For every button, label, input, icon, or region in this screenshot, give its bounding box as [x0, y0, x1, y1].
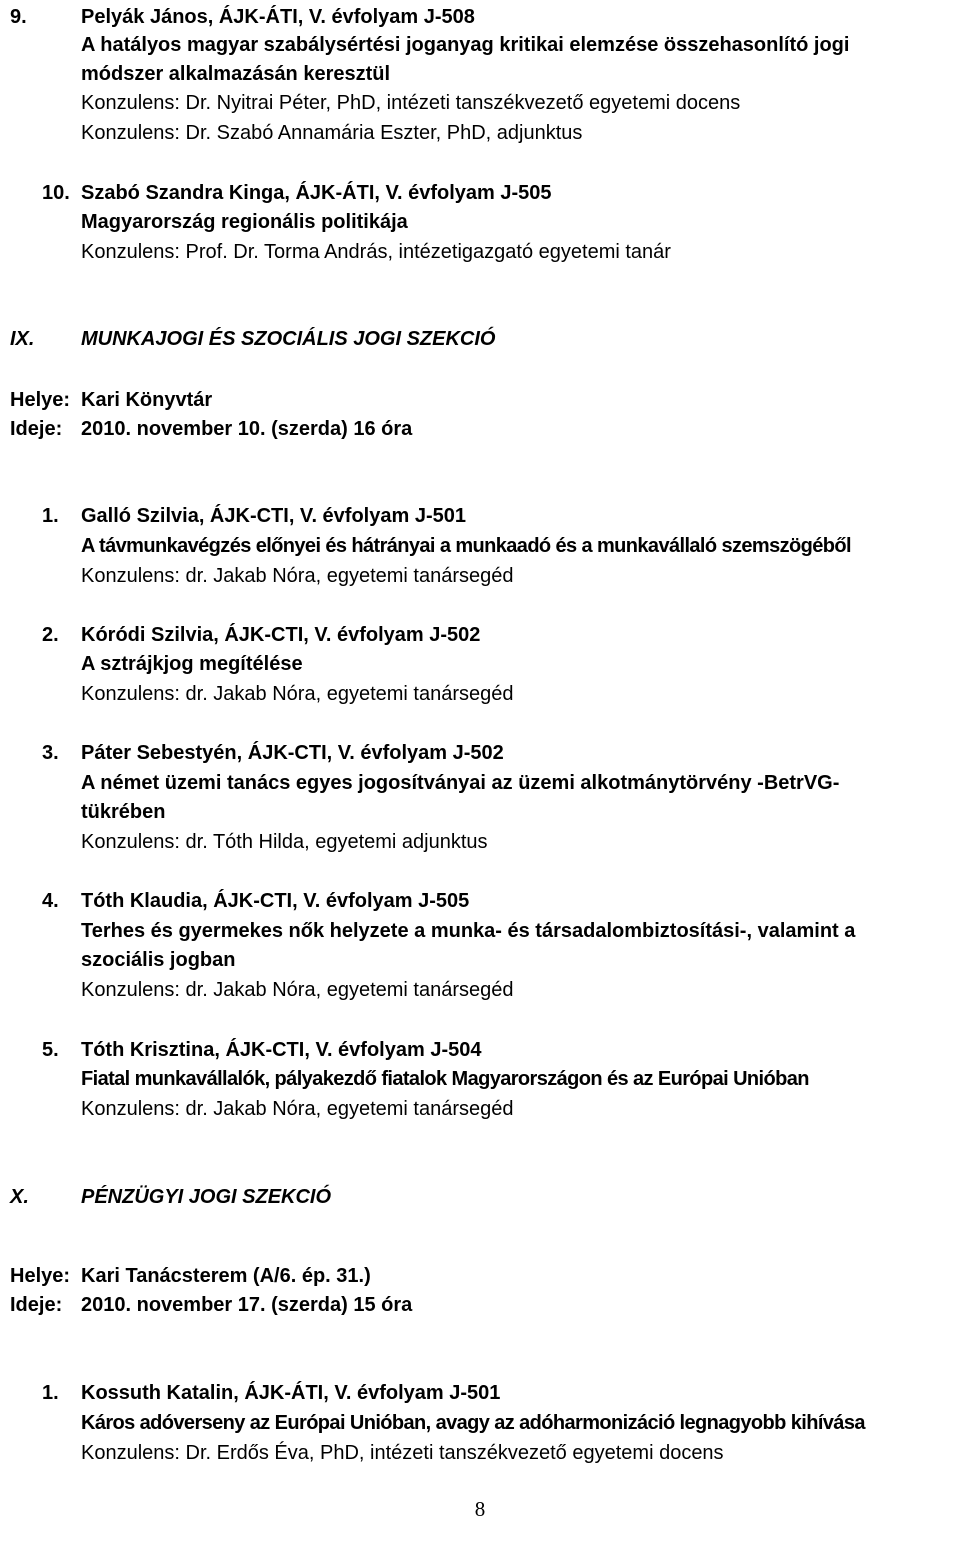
entry-title-line: módszer alkalmazásán keresztül [81, 63, 391, 85]
entry-consultant: Konzulens: dr. Jakab Nóra, egyetemi tanársegéd [81, 683, 514, 705]
entry-consultant: Konzulens: dr. Jakab Nóra, egyetemi tanársegéd [81, 1098, 514, 1120]
entry-number: 9. [10, 6, 27, 28]
entry-number: 4. [42, 890, 59, 912]
entry-number: 2. [42, 624, 59, 646]
entry-title-line: A német üzemi tanács egyes jogosítványai az üzemi alkotmánytörvény -BetrVG- [81, 772, 840, 794]
entry-author: Tóth Krisztina, ÁJK-CTI, V. évfolyam J-504 [81, 1039, 482, 1061]
place-value: Kari Tanácsterem (A/6. ép. 31.) [81, 1265, 371, 1287]
entry-title-line: Magyarország regionális politikája [81, 211, 408, 233]
place-label: Helye: [10, 389, 71, 411]
entry-number: 1. [42, 505, 59, 527]
entry-title-line: Terhes és gyermekes nők helyzete a munka- és társadalombiztosítási-, valamint a [81, 920, 856, 942]
entry-author: Páter Sebestyén, ÁJK-CTI, V. évfolyam J-502 [81, 742, 504, 764]
entry-title-line: A távmunkavégzés előnyei és hátrányai a munkaadó és a munkavállaló szemszögéből [81, 535, 851, 557]
entry-author: Tóth Klaudia, ÁJK-CTI, V. évfolyam J-505 [81, 890, 470, 912]
time-label: Ideje: [10, 418, 63, 440]
section-title: PÉNZÜGYI JOGI SZEKCIÓ [81, 1186, 332, 1208]
time-value: 2010. november 17. (szerda) 15 óra [81, 1294, 413, 1316]
entry-title-line: A hatályos magyar szabálysértési joganyag kritikai elemzése összehasonlító jogi [81, 34, 850, 56]
entry-consultant: Konzulens: dr. Tóth Hilda, egyetemi adjunktus [81, 831, 488, 853]
entry-title-line: szociális jogban [81, 949, 236, 971]
time-value: 2010. november 10. (szerda) 16 óra [81, 418, 413, 440]
entry-author: Szabó Szandra Kinga, ÁJK-ÁTI, V. évfolyam J-505 [81, 182, 552, 204]
section-numeral: X. [10, 1186, 29, 1208]
entry-title-line: tükrében [81, 801, 166, 823]
entry-consultant: Konzulens: Prof. Dr. Torma András, intézetigazgató egyetemi tanár [81, 241, 671, 263]
entry-author: Kossuth Katalin, ÁJK-ÁTI, V. évfolyam J-501 [81, 1382, 501, 1404]
entry-consultant: Konzulens: Dr. Szabó Annamária Eszter, PhD, adjunktus [81, 122, 583, 144]
entry-consultant: Konzulens: dr. Jakab Nóra, egyetemi tanársegéd [81, 565, 514, 587]
entry-number: 3. [42, 742, 59, 764]
entry-consultant: Konzulens: Dr. Nyitrai Péter, PhD, intézeti tanszékvezető egyetemi docens [81, 92, 741, 114]
entry-title-line: Káros adóverseny az Európai Unióban, avagy az adóharmonizáció legnagyobb kihívása [81, 1412, 865, 1434]
entry-number: 5. [42, 1039, 59, 1061]
section-numeral: IX. [10, 328, 35, 350]
entry-author: Pelyák János, ÁJK-ÁTI, V. évfolyam J-508 [81, 6, 475, 28]
place-value: Kari Könyvtár [81, 389, 213, 411]
entry-number: 1. [42, 1382, 59, 1404]
entry-number: 10. [42, 182, 70, 204]
page-number: 8 [474, 1497, 486, 1521]
entry-title-line: Fiatal munkavállalók, pályakezdő fiatalok Magyarországon és az Európai Unióban [81, 1068, 809, 1090]
entry-author: Galló Szilvia, ÁJK-CTI, V. évfolyam J-501 [81, 505, 466, 527]
place-label: Helye: [10, 1265, 71, 1287]
entry-author: Kóródi Szilvia, ÁJK-CTI, V. évfolyam J-502 [81, 624, 481, 646]
entry-title-line: A sztrájkjog megítélése [81, 653, 303, 675]
entry-consultant: Konzulens: dr. Jakab Nóra, egyetemi tanársegéd [81, 979, 514, 1001]
time-label: Ideje: [10, 1294, 63, 1316]
entry-consultant: Konzulens: Dr. Erdős Éva, PhD, intézeti tanszékvezető egyetemi docens [81, 1442, 724, 1464]
section-title: MUNKAJOGI ÉS SZOCIÁLIS JOGI SZEKCIÓ [81, 328, 496, 350]
